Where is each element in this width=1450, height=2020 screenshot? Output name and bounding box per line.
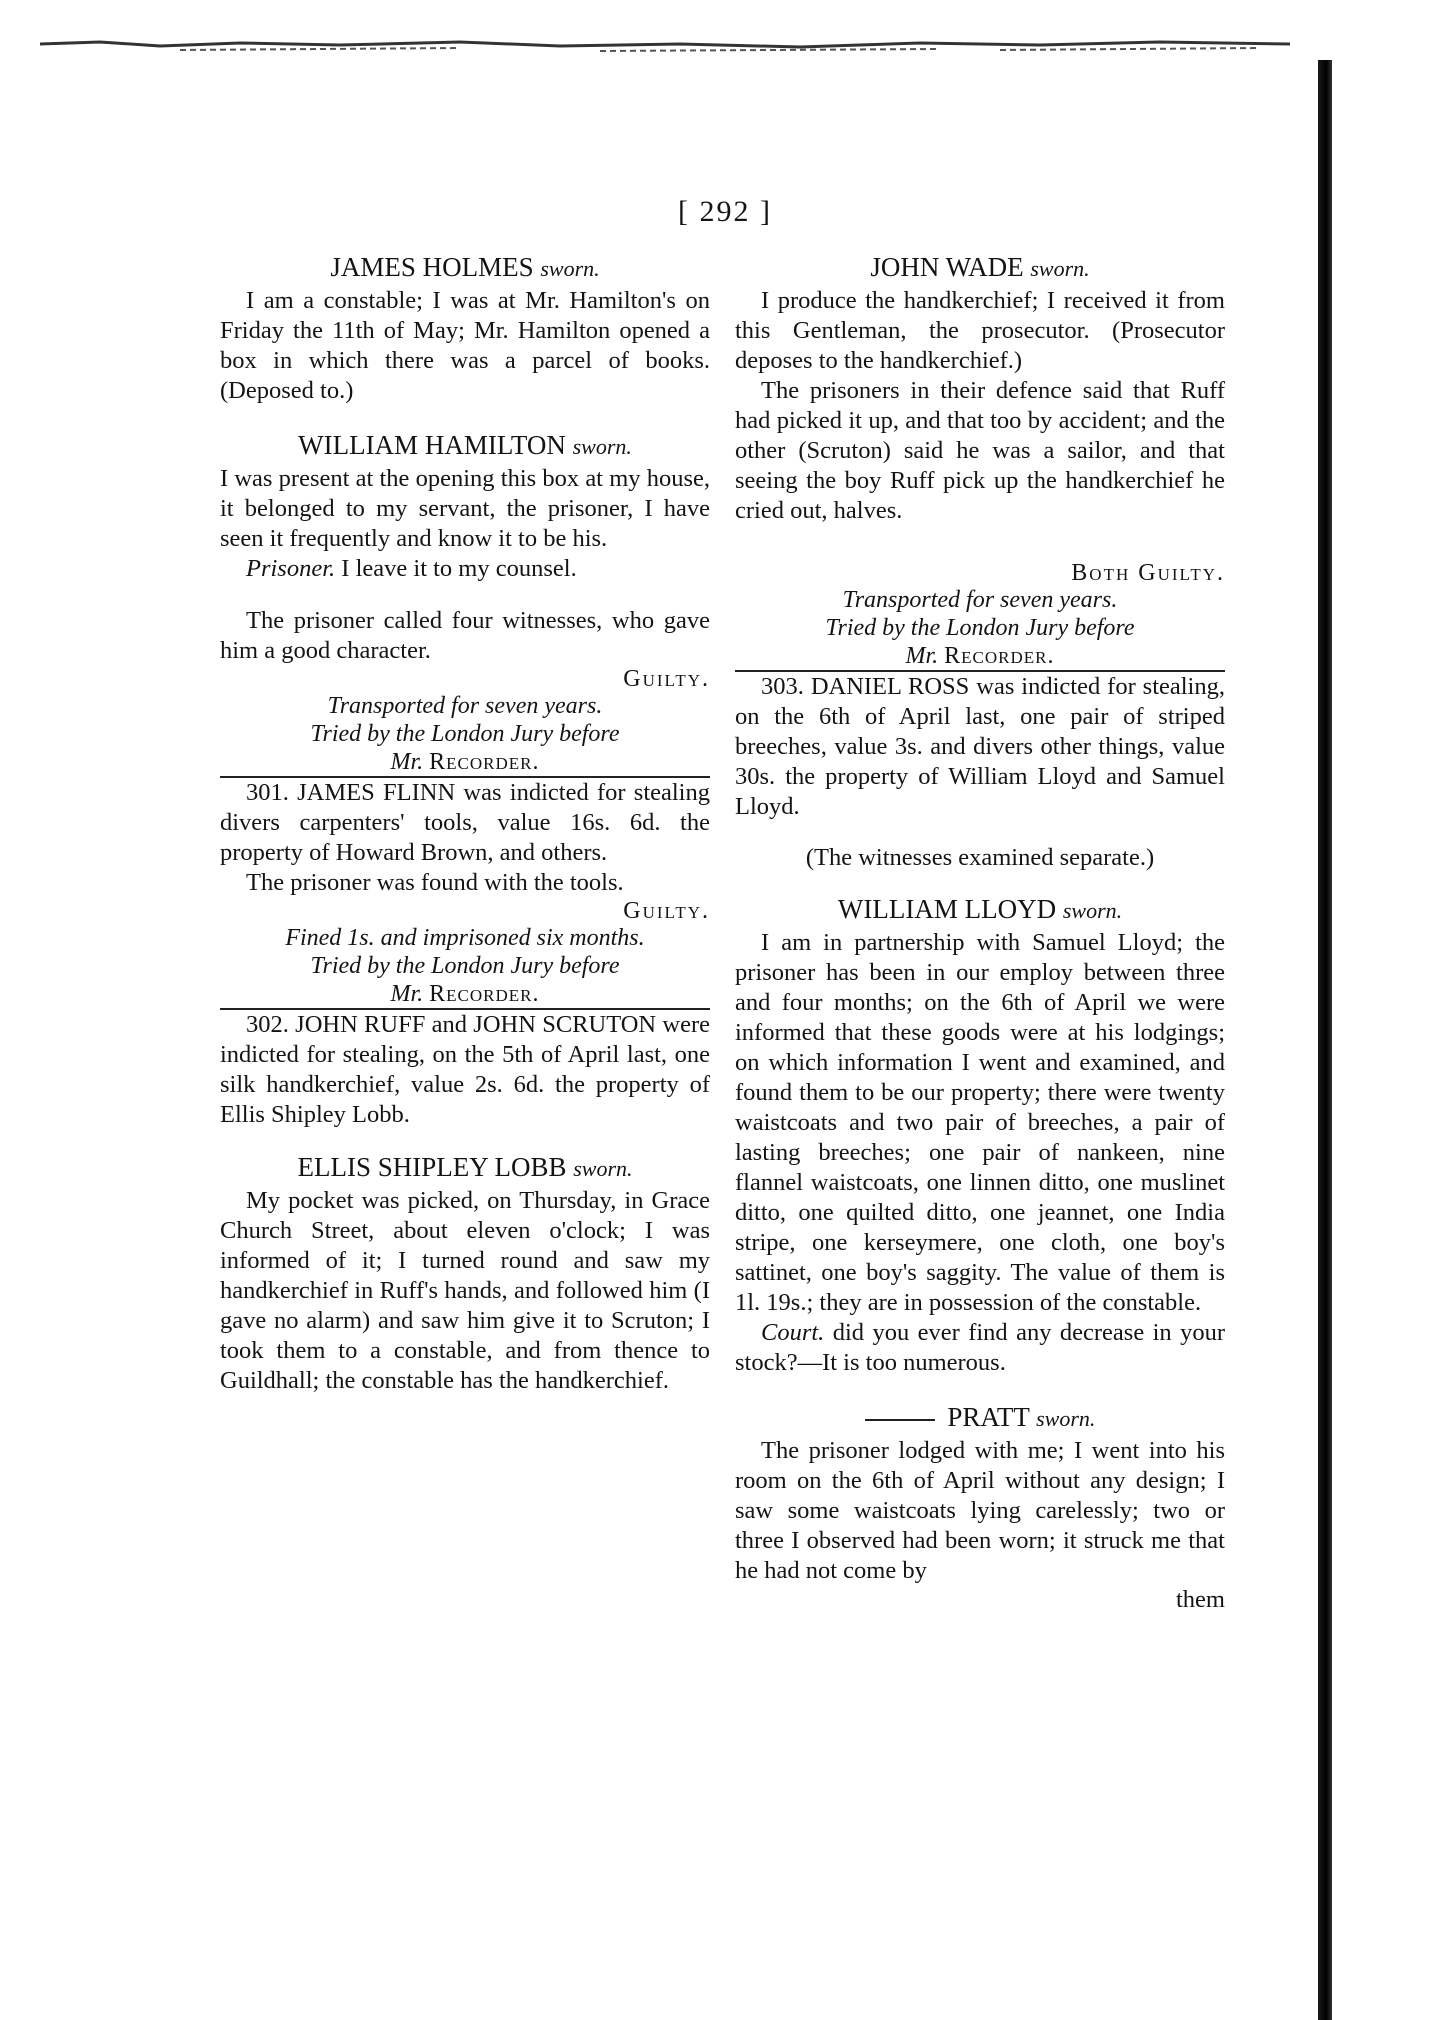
- mr-label: Mr.: [905, 643, 939, 669]
- page-number: [ 292 ]: [678, 195, 772, 228]
- sworn-label: sworn.: [540, 256, 600, 281]
- page-binding-edge: [1318, 60, 1332, 2020]
- testimony-paragraph: The prisoner lodged with me; I went into his room on the 6th of April without any design; I saw some waistcoats lying carelessly; two or three I observed had been worn; it struck me that he had not come by: [735, 1437, 1225, 1584]
- testimony-paragraph: I am in partnership with Samuel Lloyd; the prisoner has been in our employ between three and four months; on the 6th of April we were informed that these goods were at his lodgings; on which information I went and examined, and found them to be our property; there were twenty waistcoats and two pair of breeches, a pair of lasting breeches; one pair of nankeen, nine flannel waistcoats, one linnen ditto, one muslinet ditto, one quilted ditto, one jeannet, one India stripe, one kerseymere, one cloth, one boy's sattinet, one boy's saggity. The value of them is 1l. 19s.; they are in possession of the constable.: [735, 929, 1225, 1316]
- witnesses-paragraph: The prisoner called four witnesses, who gave him a good character.: [220, 607, 710, 664]
- witnesses-note: (The witnesses examined separate.): [805, 844, 1155, 871]
- tried-line: Tried by the London Jury before: [825, 615, 1135, 641]
- witness-name: JAMES HOLMES: [330, 252, 534, 282]
- testimony-paragraph: I produce the handkerchief; I received it from this Gentleman, the prosecutor. (Prosecutor deposes to the handkerchief.): [735, 287, 1225, 374]
- prisoner-text: I leave it to my counsel.: [341, 555, 577, 582]
- witness-name: JOHN WADE: [870, 252, 1024, 282]
- prisoner-statement: [220, 554, 710, 584]
- recorder-label: Recorder.: [429, 981, 540, 1007]
- recorder-line: [220, 748, 710, 776]
- witness-heading: [735, 892, 1225, 928]
- testimony-paragraph: I was present at the opening this box at my house, it belonged to my servant, the prisoner, I have seen it frequently and know it to be his.: [220, 465, 710, 552]
- case-indictment: 302. JOHN RUFF and JOHN SCRUTON were indicted for stealing, on the 5th of April last, one silk handkerchief, value 2s. 6d. the property of Ellis Shipley Lobb.: [220, 1011, 710, 1128]
- recorder-label: Recorder.: [944, 643, 1055, 669]
- case-note: The prisoner was found with the tools.: [246, 869, 624, 896]
- right-column: [735, 250, 1225, 1614]
- sworn-label: sworn.: [1036, 1406, 1096, 1431]
- tried-line: Tried by the London Jury before: [310, 953, 620, 979]
- witness-heading: [220, 1150, 710, 1186]
- testimony-paragraph: I am a constable; I was at Mr. Hamilton's on Friday the 11th of May; Mr. Hamilton opened a box in which there was a parcel of books. (Deposed to.): [220, 287, 710, 404]
- verdict: Both Guilty.: [1071, 560, 1225, 586]
- case-indictment: 301. JAMES FLINN was indicted for stealing divers carpenters' tools, value 16s. 6d. the property of Howard Brown, and others.: [220, 779, 710, 866]
- witness-heading: [735, 1400, 1225, 1436]
- sworn-label: sworn.: [1062, 898, 1123, 923]
- case-indictment: 303. DANIEL ROSS was indicted for stealing, on the 6th of April last, one pair of striped breeches, value 3s. and divers other things, value 30s. the property of William Lloyd and Samuel Lloyd.: [735, 673, 1225, 820]
- recorder-line: [735, 642, 1225, 670]
- sentence: Transported for seven years.: [327, 693, 603, 719]
- mr-label: Mr.: [390, 981, 424, 1007]
- verdict: Guilty.: [623, 898, 710, 924]
- tried-by: [220, 720, 710, 776]
- recorder-line: [220, 980, 710, 1008]
- court-text: did you ever find any decrease in your stock?—It is too numerous.: [735, 1319, 1225, 1376]
- catchword: them: [1176, 1586, 1225, 1613]
- witness-name: PRATT: [947, 1402, 1030, 1432]
- verdict: Guilty.: [623, 666, 710, 692]
- mr-label: Mr.: [390, 749, 424, 775]
- sentence: Transported for seven years.: [842, 587, 1118, 613]
- court-label: Court.: [761, 1319, 825, 1346]
- witness-name: WILLIAM LLOYD: [837, 894, 1057, 924]
- sworn-label: sworn.: [573, 1156, 633, 1181]
- prisoner-label: Prisoner.: [246, 555, 336, 582]
- left-column: [220, 250, 710, 1396]
- tried-line: Tried by the London Jury before: [310, 721, 620, 747]
- sentence: Fined 1s. and imprisoned six months.: [285, 925, 645, 951]
- witness-heading: [220, 428, 710, 464]
- name-blank-dash: [865, 1419, 935, 1421]
- tried-by: [735, 614, 1225, 670]
- witness-name: WILLIAM HAMILTON: [298, 430, 566, 460]
- scan-top-edge: [40, 36, 1290, 58]
- witness-heading: [220, 250, 710, 286]
- witness-heading: [735, 250, 1225, 286]
- sworn-label: sworn.: [1030, 256, 1090, 281]
- tried-by: [220, 952, 710, 1008]
- court-exchange: [735, 1318, 1225, 1378]
- defence-paragraph: The prisoners in their defence said that Ruff had picked it up, and that too by accident; and the other (Scruton) said he was a sailor, and that seeing the boy Ruff pick up the handkerchief he cried out, halves.: [735, 377, 1225, 524]
- sworn-label: sworn.: [572, 434, 632, 459]
- recorder-label: Recorder.: [429, 749, 540, 775]
- witness-name: ELLIS SHIPLEY LOBB: [297, 1152, 567, 1182]
- testimony-paragraph: My pocket was picked, on Thursday, in Grace Church Street, about eleven o'clock; I was informed of it; I turned round and saw my handkerchief in Ruff's hands, and followed him (I gave no alarm) and saw him give it to Scruton; I took them to a constable, and from thence to Guildhall; the constable has the handkerchief.: [220, 1187, 710, 1394]
